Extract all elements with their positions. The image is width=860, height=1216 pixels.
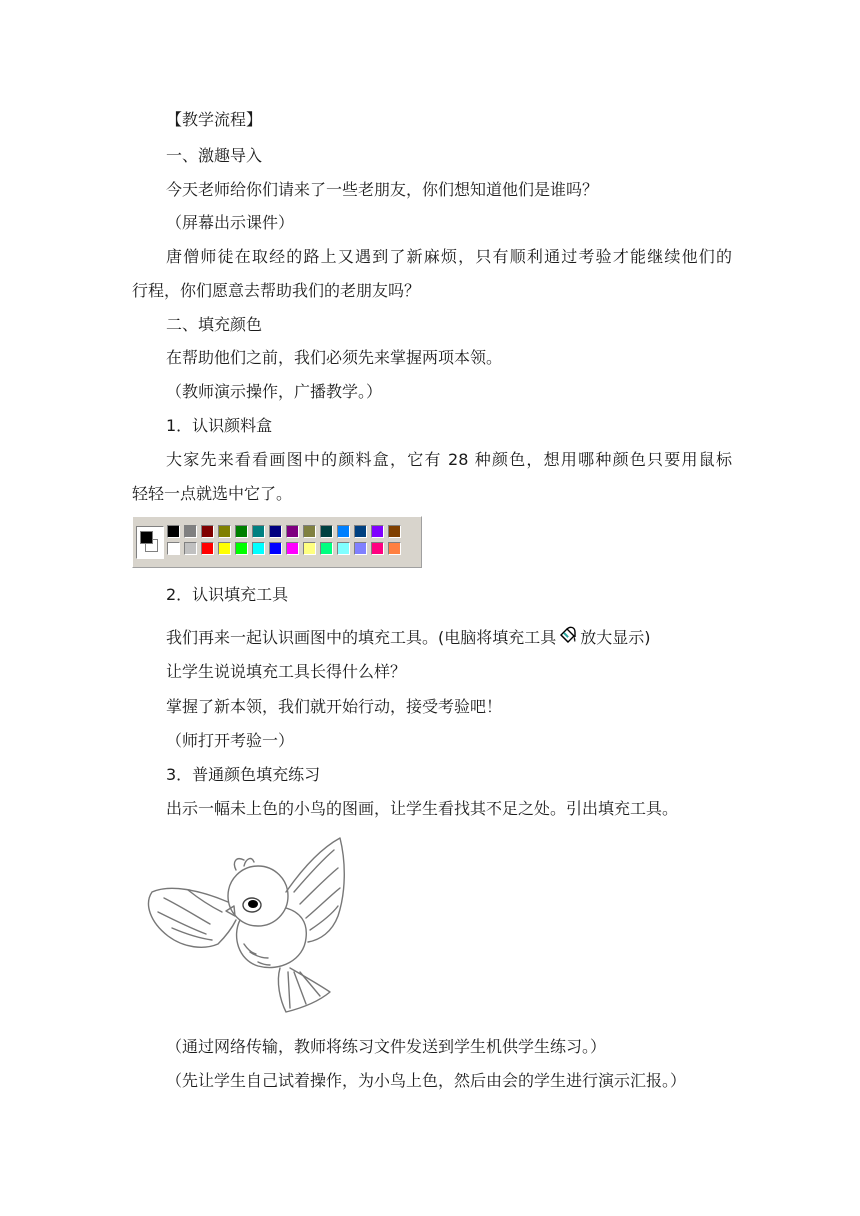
paragraph: （通过网络传输，教师将练习文件发送到学生机供学生练习。） — [166, 1037, 607, 1056]
paragraph: 大家先来看看画图中的颜料盒，它有 28 种颜色，想用哪种颜色只要用鼠标 — [166, 450, 732, 469]
color-swatch[interactable] — [218, 525, 231, 538]
color-swatch[interactable] — [320, 525, 333, 538]
color-swatch[interactable] — [354, 525, 367, 538]
color-swatch[interactable] — [371, 525, 384, 538]
color-swatch[interactable] — [252, 542, 265, 555]
color-swatch[interactable] — [201, 525, 214, 538]
paint-bucket-icon — [558, 626, 578, 651]
subheading-palette: 1．认识颜料盒 — [166, 416, 273, 435]
current-colors-indicator — [136, 526, 164, 559]
color-swatch[interactable] — [354, 542, 367, 555]
heading-fill-color: 二、填充颜色 — [166, 315, 263, 334]
color-swatch[interactable] — [337, 542, 350, 555]
color-swatch[interactable] — [269, 525, 282, 538]
color-swatch[interactable] — [235, 525, 248, 538]
paragraph: （师打开考验一） — [166, 731, 295, 750]
paragraph: 今天老师给你们请来了一些老朋友，你们想知道他们是谁吗？ — [166, 180, 599, 199]
color-swatch[interactable] — [235, 542, 248, 555]
paragraph-fill-tool — [166, 626, 651, 651]
color-swatch[interactable] — [269, 542, 282, 555]
color-swatch[interactable] — [167, 525, 180, 538]
foreground-color-swatch — [140, 531, 153, 544]
paragraph: 出示一幅未上色的小鸟的图画，让学生看找其不足之处。引出填充工具。 — [166, 799, 679, 818]
color-palette — [132, 516, 422, 568]
color-swatch[interactable] — [252, 525, 265, 538]
section-heading-teaching-flow: 【教学流程】 — [166, 110, 263, 129]
fill-tool-text-after: 放大显示) — [580, 628, 651, 647]
paragraph: （屏幕出示课件） — [166, 213, 295, 232]
fill-tool-text-before: 我们再来一起认识画图中的填充工具。(电脑将填充工具 — [166, 628, 557, 647]
color-swatch[interactable] — [184, 542, 197, 555]
paragraph: 行程，你们愿意去帮助我们的老朋友吗？ — [132, 281, 421, 300]
color-swatch[interactable] — [286, 542, 299, 555]
color-swatch[interactable] — [388, 525, 401, 538]
bird-outline-drawing — [140, 832, 380, 1017]
paragraph: 让学生说说填充工具长得什么样？ — [166, 662, 407, 681]
color-swatch[interactable] — [388, 542, 401, 555]
color-swatch[interactable] — [218, 542, 231, 555]
color-swatch[interactable] — [303, 525, 316, 538]
heading-intro: 一、激趣导入 — [166, 146, 263, 165]
subheading-fill-tool: 2．认识填充工具 — [166, 585, 289, 604]
color-swatch[interactable] — [286, 525, 299, 538]
paragraph: （先让学生自己试着操作，为小鸟上色，然后由会的学生进行演示汇报。） — [166, 1071, 687, 1090]
subheading-fill-practice: 3．普通颜色填充练习 — [166, 765, 321, 784]
color-swatch[interactable] — [320, 542, 333, 555]
paragraph: 轻轻一点就选中它了。 — [132, 484, 293, 503]
paragraph: 掌握了新本领，我们就开始行动，接受考验吧！ — [166, 697, 503, 716]
color-swatch[interactable] — [303, 542, 316, 555]
color-swatch[interactable] — [167, 542, 180, 555]
paragraph: （教师演示操作，广播教学。） — [166, 382, 383, 401]
color-swatch[interactable] — [337, 525, 350, 538]
paragraph: 唐僧师徒在取经的路上又遇到了新麻烦，只有顺利通过考验才能继续他们的 — [166, 247, 732, 266]
paragraph: 在帮助他们之前，我们必须先来掌握两项本领。 — [166, 348, 503, 367]
color-swatch[interactable] — [201, 542, 214, 555]
color-swatch[interactable] — [371, 542, 384, 555]
color-swatch[interactable] — [184, 525, 197, 538]
